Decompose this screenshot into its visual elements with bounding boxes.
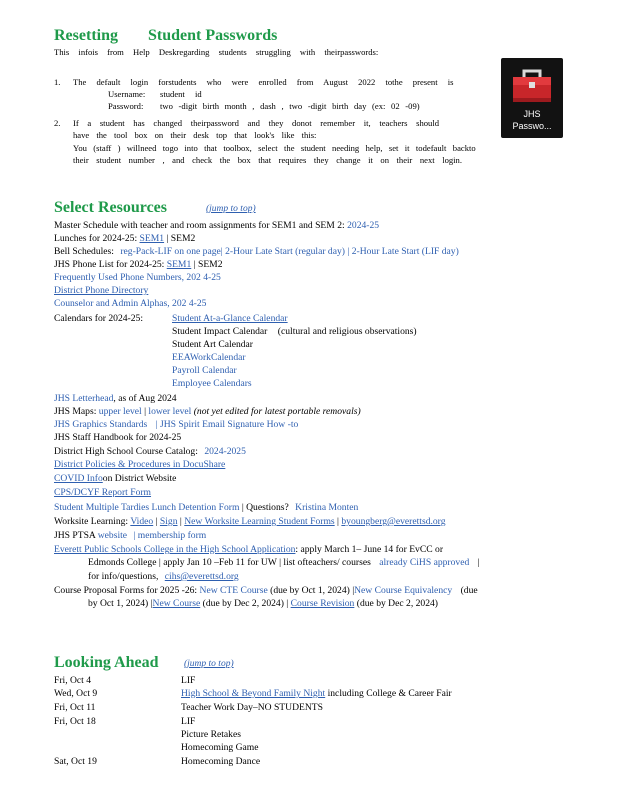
event-row [181,688,452,699]
bell-links[interactable]: reg-Pack-LIF on one page| 2-Hour Late Start (regular day) | 2-Hour Late Start (LIF day) [120,246,459,257]
college-link[interactable]: Everett Public Schools College in the High School Application [54,544,296,555]
toolbox-icon [511,66,553,104]
reset-intro: This infois from Help Deskregarding students struggling with theirpasswords: [54,47,379,57]
policies-link[interactable]: District Policies & Procedures in DocuShare [54,459,226,470]
cal-employee-link[interactable]: Employee Calendars [172,378,252,389]
college-line2 [88,557,480,568]
catalog-row [54,446,246,457]
letterhead-row [54,393,177,404]
maps-lower-link[interactable]: lower level [148,406,192,417]
cal-impact-note: (cultural and religious observations) [277,326,417,337]
proposal-cte-due: (due by Oct 1, 2024) | [270,585,355,596]
password-label: Password: [108,101,144,111]
proposal-rev-due: (due by Dec 2, 2024) [356,598,439,609]
resources-heading: Select Resources [54,199,167,216]
college-line3-text: for info/questions, [88,571,159,582]
proposal-new-due: (due by Dec 2, 2024) | [202,598,289,609]
phone-row [54,259,223,270]
college-line3 [88,571,239,582]
district-phone-link[interactable]: District Phone Directory [54,285,149,296]
worksite-label: Worksite Learning: [54,516,129,527]
proposal-equiv-due: (due [460,585,478,596]
event-text: Homecoming Dance [181,756,261,767]
reset-item2-line1: If a student has changed theirpassword and they donot remember it, teachers should [73,118,440,128]
reset-item2-num: 2. [54,118,61,128]
username-value: student id [160,89,202,99]
college-text: : apply March 1– June 14 for EvCC or [295,544,444,555]
letterhead-link[interactable]: JHS Letterhead [54,393,114,404]
graphics-link[interactable]: JHS Graphics Standards [54,419,148,430]
tardies-link[interactable]: Student Multiple Tardies Lunch Detention Form [54,502,240,513]
phone-sem1-link[interactable]: SEM1 [166,259,192,270]
event-text: LIF [181,716,196,727]
freq-phone-link[interactable]: Frequently Used Phone Numbers, 202 4-25 [54,272,221,283]
event-text: Homecoming Game [181,742,259,753]
looking-ahead-jump-link[interactable]: (jump to top) [184,659,234,669]
event-text: Teacher Work Day–NO STUDENTS [181,702,323,713]
resources-jump-link[interactable]: (jump to top) [206,204,256,214]
maps-upper-link[interactable]: upper level [98,406,142,417]
proposal-label: Course Proposal Forms for 2025 -26: [54,585,198,596]
lunches-row [54,233,195,244]
cps-link[interactable]: CPS/DCYF Report Form [54,487,152,498]
event-day: Sat, Oct 19 [54,756,97,767]
reset-heading-b: Student Passwords [147,27,278,44]
college-line2-text: Edmonds College | apply Jan 10 –Feb 11 for UW | list ofteachers/ courses [88,557,371,568]
proposal-new-link[interactable]: New Course [152,598,201,609]
master-schedule-label: Master Schedule with teacher and room assignments for SEM1 and SEM 2: [54,220,345,231]
reset-heading [54,27,277,45]
proposal-cte-link[interactable]: New CTE Course [199,585,268,596]
calendars-label: Calendars for 2024-25: [54,313,143,324]
event-day: Fri, Oct 4 [54,675,92,686]
toolbox-label-2: Passwo... [512,121,552,131]
reset-item2-line2: have the tool box on their desk top that look's like this: [73,130,317,140]
phone-sem2[interactable]: | SEM2 [193,259,223,270]
covid-text: on District Website [102,473,177,484]
event-day: Fri, Oct 18 [54,716,96,727]
worksite-sign-link[interactable]: Sign [159,516,178,527]
cal-payroll-link[interactable]: Payroll Calendar [172,365,237,376]
reset-item2-line4: their student number , and check the box that requires they change it on their next login. [73,155,463,165]
covid-link[interactable]: COVID Info [54,473,103,484]
bell-label: Bell Schedules: [54,246,114,257]
tardies-row [54,502,358,513]
ptsa-membership-link[interactable]: | membership form [133,530,207,541]
ptsa-website-link[interactable]: website [97,530,128,541]
lunches-sem1-link[interactable]: SEM1 [139,233,165,244]
proposal-equiv-link[interactable]: New Course Equivalency [354,585,453,596]
lunches-sem2[interactable]: | SEM2 [166,233,196,244]
maps-row: JHS Maps: upper level | lower level (not yet edited for latest portable removals) [54,406,361,417]
maps-note: (not yet edited for latest portable removals) [193,406,361,417]
covid-row [54,473,176,484]
event-text: including College & Career Fair [327,688,452,699]
catalog-link[interactable]: 2024-2025 [204,446,246,457]
reset-item1-num: 1. [54,77,61,87]
tardies-question: | Questions? [241,502,289,513]
cal-eea-link[interactable]: EEAWorkCalendar [172,352,246,363]
toolbox-label-1: JHS [523,109,541,119]
bell-row [54,246,459,257]
event-text: LIF [181,675,196,686]
cal-glance-link[interactable]: Student At-a-Glance Calendar [172,313,288,324]
proposal-row [54,585,478,596]
password-value: two -digit birth month , dash , two -digit birth day (ex: 02 -09) [160,101,420,111]
tardies-contact-link[interactable]: Kristina Monten [295,502,359,513]
proposal-line2a: by Oct 1, 2024) | [88,598,153,609]
hs-beyond-link[interactable]: High School & Beyond Family Night [181,688,326,699]
cal-impact[interactable]: Student Impact Calendar [172,326,268,337]
event-day: Fri, Oct 11 [54,702,96,713]
event-text: Picture Retakes [181,729,241,740]
username-label: Username: [108,89,146,99]
letterhead-note: , as of Aug 2024 [113,393,177,404]
looking-ahead-heading: Looking Ahead [54,654,159,671]
reset-item2-line3: You (staff ) willneed togo into that toolbox, select the student needing help, set it todefault backto [73,143,476,153]
reset-heading-a: Resetting [54,27,118,44]
worksite-row: Worksite Learning: Video | Sign | New Worksite Learning Student Forms | byoungberg@everettsd.org [54,516,446,527]
lunches-label: Lunches for 2024-25: [54,233,138,244]
phone-label: JHS Phone List for 2024-25: [54,259,165,270]
college-email-link[interactable]: cihs@everettsd.org [164,571,239,582]
college-approved-link[interactable]: already CiHS approved [379,557,470,568]
catalog-label: District High School Course Catalog: [54,446,198,457]
worksite-video-link[interactable]: Video [130,516,154,527]
master-schedule-row [54,220,379,231]
master-schedule-link[interactable]: 2024-25 [347,220,380,231]
cal-art[interactable]: Student Art Calendar [172,339,253,350]
event-day: Wed, Oct 9 [54,688,98,699]
graphics-row [54,419,298,430]
worksite-email-link[interactable]: byoungberg@everettsd.org [341,516,446,527]
worksite-forms-link[interactable]: New Worksite Learning Student Forms [184,516,335,527]
jhs-password-toolbox-icon[interactable] [501,58,563,138]
proposal-revision-link[interactable]: Course Revision [290,598,355,609]
cal-impact-row [172,326,417,337]
counselor-link[interactable]: Counselor and Admin Alphas, 202 4-25 [54,298,207,309]
maps-label: JHS Maps: [54,406,97,417]
ptsa-row [54,530,206,541]
proposal-line2 [88,598,438,609]
handbook[interactable]: JHS Staff Handbook for 2024-25 [54,432,182,443]
college-bar: | [477,557,480,568]
college-row [54,544,443,555]
ptsa-label: JHS PTSA [54,530,96,541]
reset-item1-text: The default login forstudents who were enrolled from August 2022 tothe present is [73,77,454,87]
spirit-signature-link[interactable]: | JHS Spirit Email Signature How -to [155,419,299,430]
